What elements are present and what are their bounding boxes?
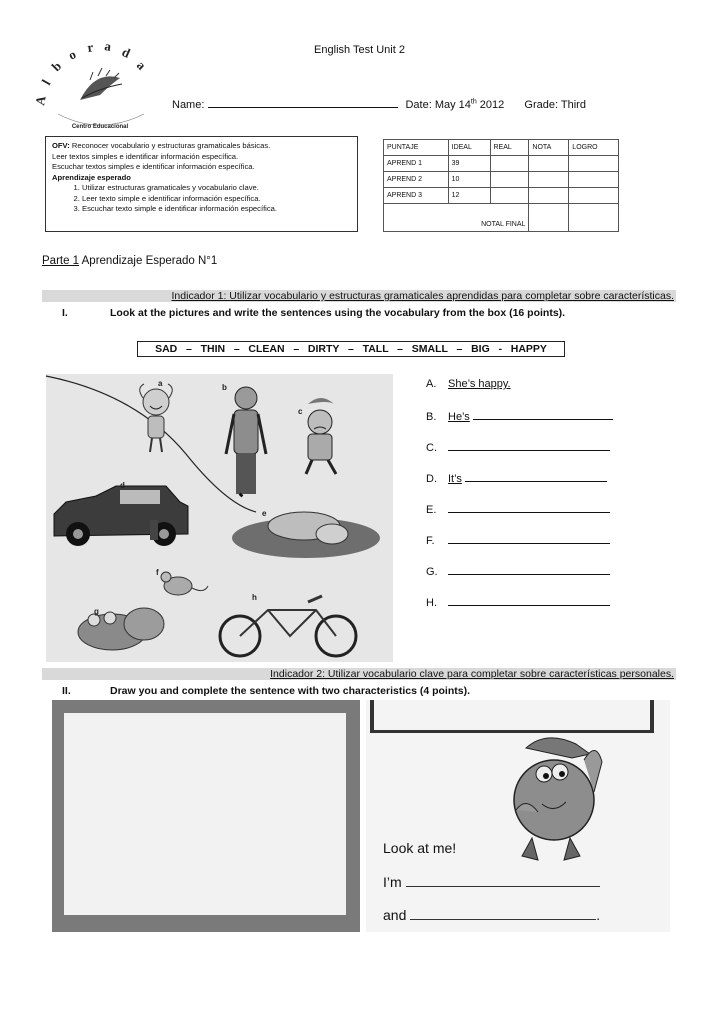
document-title: English Test Unit 2: [314, 44, 405, 56]
and-period: .: [596, 907, 601, 923]
parte-text: Aprendizaje Esperado N°1: [79, 255, 218, 267]
score-cell: APREND 2: [384, 172, 449, 188]
indicador-2-text: Indicador 2: Utilizar vocabulario clave para completar sobre características personales.: [270, 668, 674, 680]
score-row: [384, 172, 619, 188]
score-cell[interactable]: [569, 188, 619, 204]
section-2-instruction: Draw you and complete the sentence with two characteristics (4 points).: [110, 685, 470, 697]
svg-text:d: d: [119, 44, 133, 61]
frog-picture: [78, 608, 164, 650]
date-label: Date: May 14: [405, 99, 471, 111]
score-cell[interactable]: [490, 172, 529, 188]
im-label: I’m: [383, 874, 402, 890]
picture-label: h: [252, 593, 257, 602]
score-row: [384, 156, 619, 172]
score-final-label: NOTAL FINAL: [384, 204, 529, 232]
svg-text:r: r: [86, 39, 95, 55]
answer-label: D.: [426, 473, 437, 485]
answer-blank[interactable]: [465, 471, 607, 482]
score-cell[interactable]: [569, 172, 619, 188]
score-header: NOTA: [529, 140, 569, 156]
score-cell[interactable]: [529, 156, 569, 172]
answer-blank[interactable]: [448, 502, 610, 513]
score-cell: APREND 3: [384, 188, 449, 204]
answer-h: [426, 595, 610, 609]
name-field-row: [172, 97, 586, 111]
score-cell: APREND 1: [384, 156, 449, 172]
answer-text: It’s: [448, 473, 462, 485]
pictures-illustration: [46, 374, 393, 662]
indicador-1-bar: [42, 290, 676, 302]
score-header: LOGRO: [569, 140, 619, 156]
happy-girl-picture: [140, 384, 173, 452]
answer-b: [426, 409, 613, 423]
answer-label: A.: [426, 378, 437, 390]
picture-label: a: [158, 379, 163, 388]
big-car-picture: [54, 486, 188, 546]
answer-e: [426, 502, 610, 516]
answer-g: [426, 564, 610, 578]
score-cell: 12: [448, 188, 490, 204]
picture-label: b: [222, 383, 227, 392]
score-cell[interactable]: [490, 156, 529, 172]
score-cell[interactable]: [529, 172, 569, 188]
name-blank[interactable]: [208, 97, 398, 108]
ofv-list: [52, 183, 351, 215]
answer-label: F.: [426, 535, 435, 547]
score-cell[interactable]: [529, 204, 569, 232]
date-sup: th: [470, 98, 477, 106]
drawing-area[interactable]: [64, 713, 346, 915]
score-table: [383, 139, 619, 232]
answer-blank[interactable]: [448, 595, 610, 606]
answer-text: He’s: [448, 411, 470, 423]
answer-label: E.: [426, 504, 437, 516]
score-cell: 39: [448, 156, 490, 172]
svg-text:a: a: [103, 38, 113, 54]
answer-label: B.: [426, 411, 437, 423]
grade-label: Grade: Third: [524, 99, 586, 111]
ofv-lead: OFV:: [52, 141, 70, 150]
score-cell[interactable]: [529, 188, 569, 204]
im-blank[interactable]: [406, 876, 600, 887]
name-label: Name:: [172, 99, 205, 111]
answer-blank[interactable]: [448, 533, 610, 544]
answer-blank[interactable]: [448, 564, 610, 575]
answer-label: H.: [426, 597, 437, 609]
clean-bike-picture: [220, 596, 356, 656]
ofv-line3: Escuchar textos simples e identificar información específica.: [52, 162, 255, 171]
svg-text:A: A: [32, 94, 49, 107]
date-year: 2012: [479, 99, 505, 111]
answer-text: She’s happy.: [448, 378, 511, 390]
score-header: REAL: [490, 140, 529, 156]
ofv-item: 3. Escuchar texto simple e identificar información específica.: [82, 204, 351, 215]
svg-text:b: b: [48, 58, 65, 75]
ofv-box: [45, 136, 358, 232]
svg-text:a: a: [133, 57, 150, 73]
ofv-line2: Leer textos simples e identificar información específica.: [52, 151, 239, 161]
ofv-item: 2. Leer texto simple e identificar información específica.: [82, 194, 351, 205]
ofv-heading: Aprendizaje esperado: [52, 172, 131, 182]
score-cell[interactable]: [569, 204, 619, 232]
score-cell: 10: [448, 172, 490, 188]
small-mouse-picture: [161, 572, 208, 595]
answer-d: [426, 471, 607, 485]
section-1-numeral: I.: [62, 307, 68, 319]
score-header-row: [384, 140, 619, 156]
dirty-hippo-picture: [232, 512, 380, 558]
section-2-numeral: II.: [62, 685, 71, 697]
indicador-2-bar: [42, 668, 676, 680]
vocabulary-box: SAD – THIN – CLEAN – DIRTY – TALL – SMALL – BIG - HAPPY: [137, 341, 565, 357]
score-final-row: [384, 204, 619, 232]
score-cell[interactable]: [490, 188, 529, 204]
answer-f: [426, 533, 610, 547]
and-label: and: [383, 907, 407, 923]
score-row: [384, 188, 619, 204]
answer-c: [426, 440, 610, 454]
score-header: IDEAL: [448, 140, 490, 156]
and-blank[interactable]: [410, 909, 596, 920]
ofv-line1: Reconocer vocabulario y estructuras gramaticales básicas.: [71, 141, 271, 150]
picture-label: f: [156, 568, 159, 577]
svg-text:l: l: [38, 76, 54, 88]
tall-man-picture: [226, 387, 266, 496]
score-cell[interactable]: [569, 156, 619, 172]
section-1-instruction: Look at the pictures and write the sentences using the vocabulary from the box (16 points).: [110, 307, 566, 319]
answer-label: G.: [426, 566, 438, 578]
look-at-me-text: Look at me!: [383, 840, 457, 856]
answer-blank[interactable]: [448, 440, 610, 451]
answer-blank[interactable]: [473, 409, 613, 420]
picture-label: c: [298, 407, 303, 416]
indicador-1-text: Indicador 1: Utilizar vocabulario y estructuras gramaticales aprendidas para completar sobre características.: [171, 290, 674, 302]
picture-label: d: [120, 481, 125, 490]
character-picture: [514, 738, 602, 860]
parte-heading: [42, 255, 217, 267]
score-header: PUNTAJE: [384, 140, 449, 156]
school-logo: [32, 38, 160, 135]
and-line: [383, 907, 600, 923]
svg-text:Centro Educacional: Centro Educacional: [71, 124, 129, 130]
answer-a: [426, 378, 511, 390]
svg-text:o: o: [65, 46, 79, 63]
panel-art: [366, 700, 670, 934]
picture-label: g: [94, 607, 99, 616]
answer-label: C.: [426, 442, 437, 454]
sad-boy-picture: [306, 398, 336, 474]
ofv-item: 1. Utilizar estructuras gramaticales y vocabulario clave.: [82, 183, 351, 194]
parte-label: Parte 1: [42, 255, 80, 267]
im-line: [383, 874, 600, 890]
picture-label: e: [262, 509, 267, 518]
